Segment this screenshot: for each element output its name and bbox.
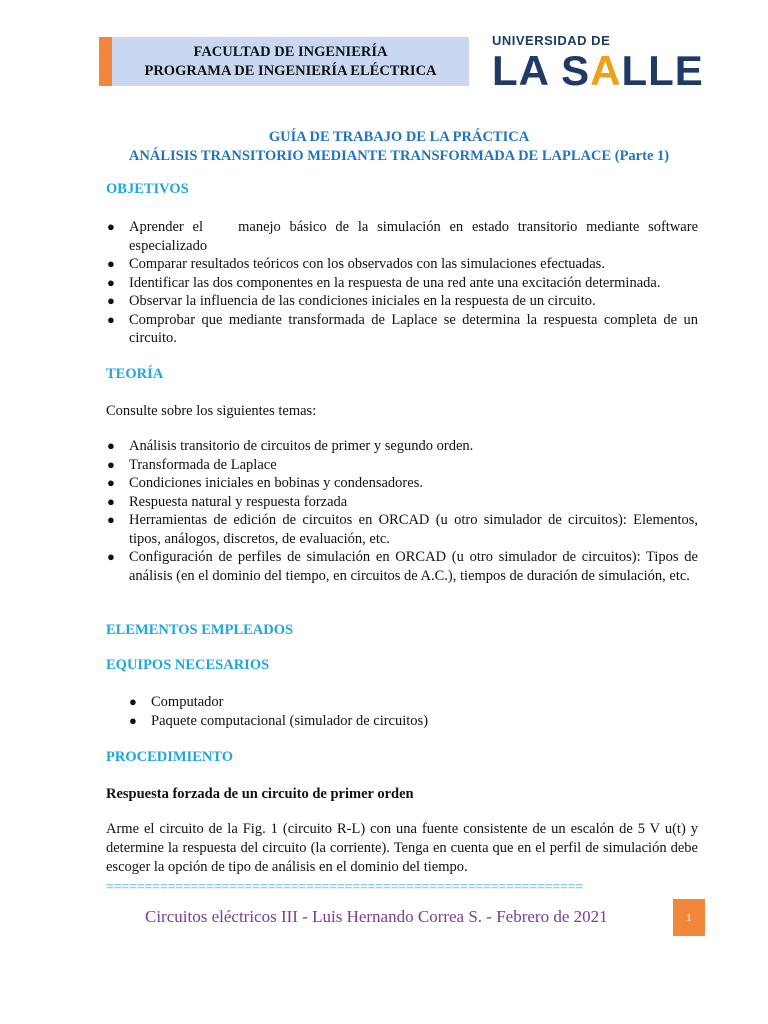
list-item: ● Computador — [129, 694, 224, 710]
section-equipos-heading: EQUIPOS NECESARIOS — [106, 657, 270, 673]
list-item: ● Aprender el manejo básico de la simulación en estado transitorio mediante software especializado — [107, 219, 702, 254]
bullet-icon: ● — [107, 549, 115, 564]
section-elementos-heading: ELEMENTOS EMPLEADOS — [106, 622, 294, 638]
logo-main-accent: A — [590, 47, 622, 94]
teoria-list — [106, 437, 698, 585]
page-number-box — [673, 899, 705, 936]
list-item: ● Transformada de Laplace — [107, 456, 277, 473]
document-title — [100, 128, 698, 166]
list-item: ● Respuesta natural y respuesta forzada — [107, 493, 348, 510]
list-item: ● Paquete computacional (simulador de circuitos) — [129, 712, 429, 729]
list-item: ● Comparar resultados teóricos con los observados con las simulaciones efectuadas. — [107, 256, 605, 272]
university-logo — [492, 33, 704, 94]
logo-main-part-b: LLE — [621, 47, 704, 94]
list-item: ● Condiciones iniciales en bobinas y condensadores. — [107, 475, 423, 491]
faculty-name: FACULTAD DE INGENIERÍA — [193, 43, 388, 60]
section-objetivos-heading: OBJETIVOS — [106, 181, 189, 197]
program-name: PROGRAMA DE INGENIERÍA ELÉCTRICA — [144, 62, 437, 79]
header-accent-bar — [99, 37, 112, 86]
bullet-icon: ● — [129, 694, 137, 709]
page-number: 1 — [686, 911, 692, 924]
procedimiento-subheading: Respuesta forzada de un circuito de primer orden — [106, 786, 414, 802]
faculty-header — [112, 37, 469, 86]
title-line-1: GUÍA DE TRABAJO DE LA PRÁCTICA — [268, 129, 530, 145]
list-item: ● Configuración de perfiles de simulación en ORCAD (u otro simulador de circuitos): Tipos de análisis (en el dominio del tiempo, en circuitos de A.C.), tiempos de duración de simulación, etc. — [107, 549, 698, 584]
bullet-icon: ● — [107, 256, 115, 271]
bullet-icon: ● — [129, 712, 137, 728]
logo-main-part-a: LA S — [492, 47, 591, 94]
equipos-list — [128, 693, 698, 730]
logo-main-text — [492, 47, 704, 94]
list-item: ● Análisis transitorio de circuitos de primer y segundo orden. — [107, 438, 474, 454]
list-item: ● Comprobar que mediante transformada de Laplace se determina la respuesta completa de un circuito. — [107, 311, 698, 346]
bullet-icon: ● — [107, 311, 115, 327]
teoria-intro: Consulte sobre los siguientes temas: — [106, 403, 317, 419]
bullet-icon: ● — [107, 293, 115, 308]
list-item: ● Observar la influencia de las condiciones iniciales en la respuesta de un circuito. — [107, 293, 596, 309]
footer-rule: ============================================================== — [106, 880, 584, 895]
procedimiento-paragraph: Arme el circuito de la Fig. 1 (circuito R-L) con una fuente consistente de un escalón de 5 V u(t) y determine la respuesta del circuito (la corriente). Tenga en cuenta que en el perfil de simulación debe escoger la opción de tipo de análisis en el dominio del tiempo. — [106, 821, 698, 875]
list-item: ● Identificar las dos componentes en la respuesta de una red ante una excitación determinada. — [107, 274, 661, 291]
bullet-icon: ● — [107, 493, 115, 509]
section-teoria-heading: TEORÍA — [106, 366, 164, 382]
title-line-2: ANÁLISIS TRANSITORIO MEDIANTE TRANSFORMADA DE LAPLACE (Parte 1) — [128, 148, 670, 164]
bullet-icon: ● — [107, 475, 115, 490]
bullet-icon: ● — [107, 274, 115, 290]
bullet-icon: ● — [107, 438, 115, 453]
footer-text: Circuitos eléctricos III - Luis Hernando Correa S. - Febrero de 2021 — [145, 907, 608, 926]
bullet-icon: ● — [107, 512, 115, 527]
bullet-icon: ● — [107, 456, 115, 472]
section-procedimiento-heading: PROCEDIMIENTO — [106, 749, 234, 765]
objetivos-list — [106, 218, 702, 348]
list-item: ● Herramientas de edición de circuitos en ORCAD (u otro simulador de circuitos): Elementos, tipos, análogos, discretos, de evaluación, etc. — [107, 512, 698, 547]
bullet-icon: ● — [107, 219, 115, 234]
logo-top-text: UNIVERSIDAD DE — [492, 33, 611, 48]
